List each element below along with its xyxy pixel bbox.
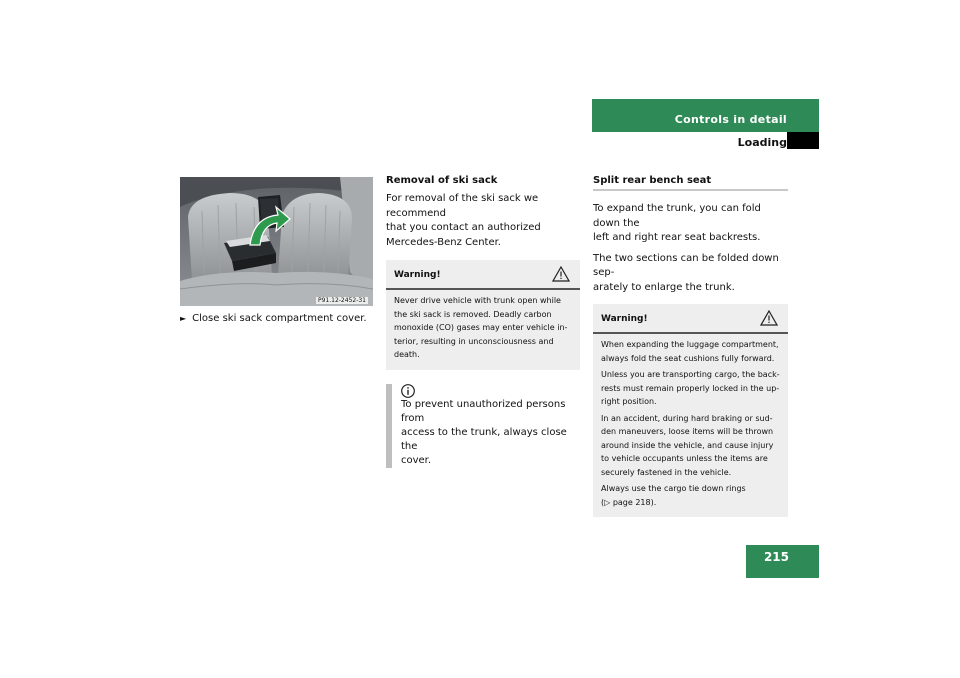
step-text: Close ski sack compartment cover. <box>192 313 367 324</box>
warning-triangle-icon <box>760 310 778 326</box>
removal-line: Mercedes-Benz Center. <box>386 236 501 248</box>
chapter-header <box>592 99 819 149</box>
figure-code: P91.12-2452-31 <box>317 297 366 304</box>
warning-label: Warning! <box>601 314 648 324</box>
split-seat-section <box>593 175 788 517</box>
info-text <box>401 398 580 468</box>
warning-line: terior, resulting in unconsciousness and <box>394 336 554 346</box>
warning-line: rests must remain properly locked in the up- <box>601 383 780 393</box>
warning-line: When expanding the luggage compartment, <box>601 340 779 349</box>
split-line: To expand the trunk, you can fold down the <box>593 203 761 229</box>
warning-paragraph-4 <box>601 482 780 509</box>
page-reference-link[interactable]: (▷ page 218). <box>601 497 657 507</box>
warning-text <box>394 294 572 362</box>
info-line: cover. <box>401 454 432 466</box>
seat-warning-box <box>593 304 788 517</box>
section-title: Loading <box>737 136 787 149</box>
warning-paragraph-2 <box>601 368 780 409</box>
warning-body <box>386 290 580 370</box>
arrow-bullet-icon: ► <box>180 314 187 323</box>
info-icon <box>401 384 415 398</box>
split-seat-paragraph-1 <box>593 202 788 246</box>
co-warning-box <box>386 260 580 370</box>
warning-triangle-icon <box>552 266 570 282</box>
removal-heading: Removal of ski sack <box>386 175 498 186</box>
warning-line: death. <box>394 350 420 359</box>
rear-seat-illustration <box>180 177 373 306</box>
warning-line: securely fastened in the vehicle. <box>601 467 732 477</box>
warning-line: the ski sack is removed. Deadly carbon <box>394 309 552 319</box>
split-line: left and right rear seat backrests. <box>593 232 761 243</box>
info-line: To prevent unauthorized persons from <box>401 398 566 424</box>
warning-line: Always use the cargo tie down rings <box>601 484 746 493</box>
warning-paragraph-3 <box>601 412 780 480</box>
warning-line: den maneuvers, loose items will be thrown <box>601 427 774 436</box>
info-line: access to the trunk, always close the <box>401 426 567 452</box>
split-line: The two sections can be folded down sep- <box>593 252 779 278</box>
warning-label: Warning! <box>394 270 441 280</box>
split-seat-paragraph-2 <box>593 252 788 296</box>
warning-line: to vehicle occupants unless the items are <box>601 454 768 463</box>
ski-sack-figure <box>180 177 373 306</box>
warning-line: Never drive vehicle with trunk open while <box>394 296 561 305</box>
page-number: 215 <box>763 550 789 564</box>
warning-line: always fold the seat cushions fully forward. <box>601 353 775 363</box>
section-tab <box>787 132 819 149</box>
removal-line: that you contact an authorized <box>386 222 541 233</box>
info-note <box>386 384 580 468</box>
warning-paragraph-1 <box>601 338 780 365</box>
warning-line: Unless you are transporting cargo, the back- <box>601 370 780 379</box>
warning-body <box>593 334 788 517</box>
warning-line: monoxide (CO) gases may enter vehicle in- <box>394 323 568 332</box>
chapter-title: Controls in detail <box>674 113 787 126</box>
warning-header <box>386 260 580 290</box>
warning-line: In an accident, during hard braking or sud- <box>601 413 773 423</box>
page-number-block <box>746 545 819 578</box>
step-instruction <box>180 313 367 324</box>
warning-line: right position. <box>601 397 657 406</box>
removal-paragraph <box>386 192 580 250</box>
warning-line: around inside the vehicle, and cause injury <box>601 440 774 450</box>
removal-section <box>386 175 580 468</box>
split-line: arately to enlarge the trunk. <box>593 281 735 293</box>
warning-header <box>593 304 788 334</box>
split-seat-heading: Split rear bench seat <box>593 175 788 191</box>
removal-line: For removal of the ski sack we recommend <box>386 193 539 219</box>
